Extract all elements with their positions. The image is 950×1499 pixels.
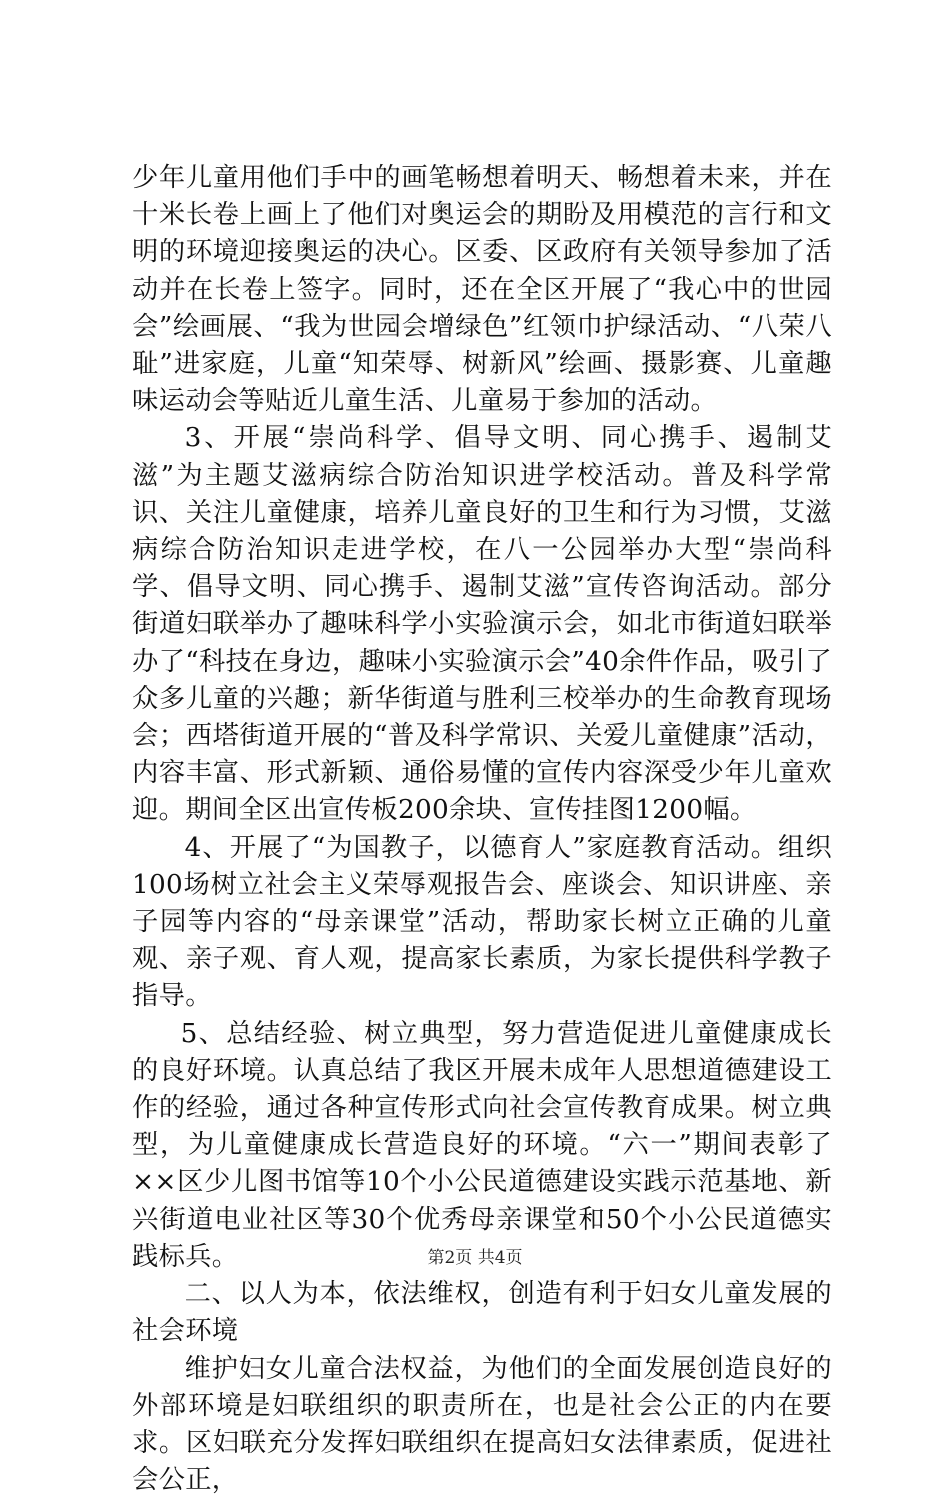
- paragraph-item-5: 5、总结经验、树立典型，努力营造促进儿童健康成长的良好环境。认真总结了我区开展未成年人思想道德建设工作的经验，通过各种宣传形式向社会宣传教育成果。树立典型，为儿童健康成长营造良好的环境。“六一”期间表彰了××区少儿图书馆等10个小公民道德建设实践示范基地、新兴街道电业社区等30个优秀母亲课堂和50个小公民道德实践标兵。: [132, 1016, 832, 1276]
- section-heading: 二、以人为本，依法维权，创造有利于妇女儿童发展的社会环境: [132, 1276, 832, 1350]
- paragraph-item-4: 4、开展了“为国教子，以德育人”家庭教育活动。组织100场树立社会主义荣辱观报告会、座谈会、知识讲座、亲子园等内容的“母亲课堂”活动，帮助家长树立正确的儿童观、亲子观、育人观，提高家长素质，为家长提供科学教子指导。: [132, 830, 832, 1016]
- paragraph-continuation: 少年儿童用他们手中的画笔畅想着明天、畅想着未来，并在十米长卷上画上了他们对奥运会的期盼及用模范的言行和文明的环境迎接奥运的决心。区委、区政府有关领导参加了活动并在长卷上签字。同时，还在全区开展了“我心中的世园会”绘画展、“我为世园会增绿色”红领巾护绿活动、“八荣八耻”进家庭，儿童“知荣辱、树新风”绘画、摄影赛、儿童趣味运动会等贴近儿童生活、儿童易于参加的活动。: [132, 160, 832, 420]
- paragraph-section-intro: 维护妇女儿童合法权益，为他们的全面发展创造良好的外部环境是妇联组织的职责所在，也是社会公正的内在要求。区妇联充分发挥妇联组织在提高妇女法律素质，促进社会公正，: [132, 1351, 832, 1499]
- document-body: [132, 160, 832, 1499]
- paragraph-item-3: 3、开展“崇尚科学、倡导文明、同心携手、遏制艾滋”为主题艾滋病综合防治知识进学校活动。普及科学常识、关注儿童健康，培养儿童良好的卫生和行为习惯，艾滋病综合防治知识走进学校，在八一公园举办大型“崇尚科学、倡导文明、同心携手、遏制艾滋”宣传咨询活动。部分街道妇联举办了趣味科学小实验演示会，如北市街道妇联举办了“科技在身边，趣味小实验演示会”40余件作品，吸引了众多儿童的兴趣；新华街道与胜利三校举办的生命教育现场会；西塔街道开展的“普及科学常识、关爱儿童健康”活动，内容丰富、形式新颖、通俗易懂的宣传内容深受少年儿童欢迎。期间全区出宣传板200余块、宣传挂图1200幅。: [132, 420, 832, 829]
- page-number-label: 第2页 共4页: [427, 1248, 522, 1268]
- page-footer: [0, 1243, 950, 1268]
